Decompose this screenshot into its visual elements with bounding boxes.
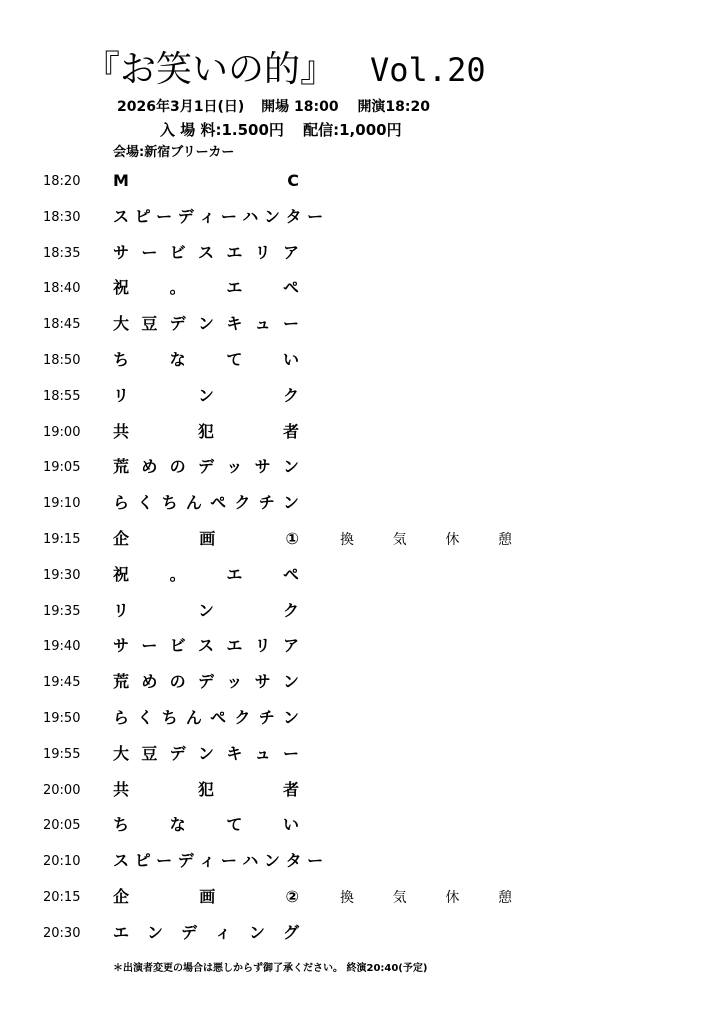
schedule-row	[0, 741, 724, 777]
schedule-row	[0, 669, 724, 705]
price-line	[160, 120, 402, 140]
schedule-act: 大 豆 デ ン キ ュ ー	[113, 743, 299, 763]
schedule-time: 20:15	[43, 889, 81, 905]
admission-price: 入 場 料:1.500円	[160, 121, 284, 139]
schedule-act: リ ン ク	[113, 600, 299, 620]
schedule-row	[0, 419, 724, 455]
event-date: 2026年3月1日(日)	[117, 99, 245, 115]
schedule-row	[0, 633, 724, 669]
schedule-row	[0, 168, 724, 204]
schedule-row	[0, 454, 724, 490]
schedule-act: 共 犯 者	[113, 421, 299, 441]
doors-time: 開場 18:00	[261, 99, 339, 115]
schedule-act: 共 犯 者	[113, 779, 299, 799]
schedule-row	[0, 884, 724, 920]
schedule-act: ス ピ ー デ ィ ー ハ ン タ ー	[113, 851, 324, 871]
start-time: 開演18:20	[357, 99, 431, 115]
footnote: ＊出演者変更の場合は悪しからず御了承ください。 終演20:40(予定)	[113, 963, 428, 974]
schedule-act: 祝 。 エ ペ	[113, 564, 299, 584]
schedule-row	[0, 383, 724, 419]
schedule-row	[0, 598, 724, 634]
schedule-time: 18:30	[43, 209, 81, 225]
schedule-time: 19:50	[43, 710, 81, 726]
schedule-act: サ ー ビ ス エ リ ア	[113, 242, 299, 262]
schedule-time: 19:40	[43, 639, 81, 655]
schedule-time: 19:35	[43, 603, 81, 619]
schedule-time: 19:15	[43, 531, 81, 547]
schedule-time: 18:45	[43, 317, 81, 333]
event-title: 『お笑いの的』	[84, 49, 337, 90]
schedule-note: 換 気 休 憩	[340, 531, 512, 548]
schedule-time: 19:45	[43, 675, 81, 691]
schedule-time: 18:55	[43, 388, 81, 404]
schedule-time: 19:55	[43, 746, 81, 762]
schedule-act: ス ピ ー デ ィ ー ハ ン タ ー	[113, 206, 324, 226]
schedule-act: エ ン デ ィ ン グ	[113, 922, 299, 942]
page-title	[84, 48, 486, 92]
volume-label: Vol.20	[370, 51, 486, 89]
schedule-row	[0, 240, 724, 276]
schedule-time: 20:10	[43, 854, 81, 870]
schedule-row	[0, 204, 724, 240]
schedule-act: 荒 め の デ ッ サ ン	[113, 672, 299, 692]
schedule-act: ら く ち ん ペ ク チ ン	[113, 493, 299, 513]
schedule-act: 企 画 ②	[113, 886, 299, 906]
schedule-act: リ ン ク	[113, 385, 299, 405]
schedule-row	[0, 920, 724, 956]
schedule-act: ら く ち ん ペ ク チ ン	[113, 707, 299, 727]
schedule-time: 19:05	[43, 460, 81, 476]
venue: 会場:新宿ブリーカー	[113, 145, 235, 160]
schedule-time: 18:20	[43, 174, 81, 189]
schedule-row	[0, 490, 724, 526]
schedule-row	[0, 275, 724, 311]
schedule-act: 大 豆 デ ン キ ュ ー	[113, 314, 299, 334]
schedule-act: 企 画 ①	[113, 528, 299, 548]
schedule-act: ち な て い	[113, 815, 299, 835]
schedule-act: 荒 め の デ ッ サ ン	[113, 457, 299, 477]
schedule-row	[0, 311, 724, 347]
schedule-row	[0, 526, 724, 562]
schedule-time: 19:00	[43, 424, 81, 440]
schedule-row	[0, 777, 724, 813]
schedule-time: 18:35	[43, 245, 81, 261]
schedule-row	[0, 812, 724, 848]
schedule-row	[0, 848, 724, 884]
schedule-row	[0, 347, 724, 383]
schedule-time: 20:00	[43, 782, 81, 798]
schedule-time: 18:40	[43, 281, 81, 297]
schedule-note: 換 気 休 憩	[340, 889, 512, 906]
schedule-act: ち な て い	[113, 349, 299, 369]
schedule-time: 20:30	[43, 925, 81, 941]
schedule-time: 20:05	[43, 818, 81, 834]
schedule-time: 19:30	[43, 567, 81, 583]
schedule-act: M C	[113, 171, 299, 190]
schedule-list	[0, 168, 724, 956]
schedule-time: 18:50	[43, 352, 81, 368]
date-time-line	[117, 98, 430, 116]
schedule-act: サ ー ビ ス エ リ ア	[113, 636, 299, 656]
schedule-act: 祝 。 エ ペ	[113, 278, 299, 298]
schedule-time: 19:10	[43, 496, 81, 512]
schedule-row	[0, 705, 724, 741]
schedule-row	[0, 562, 724, 598]
streaming-price: 配信:1,000円	[303, 121, 402, 139]
